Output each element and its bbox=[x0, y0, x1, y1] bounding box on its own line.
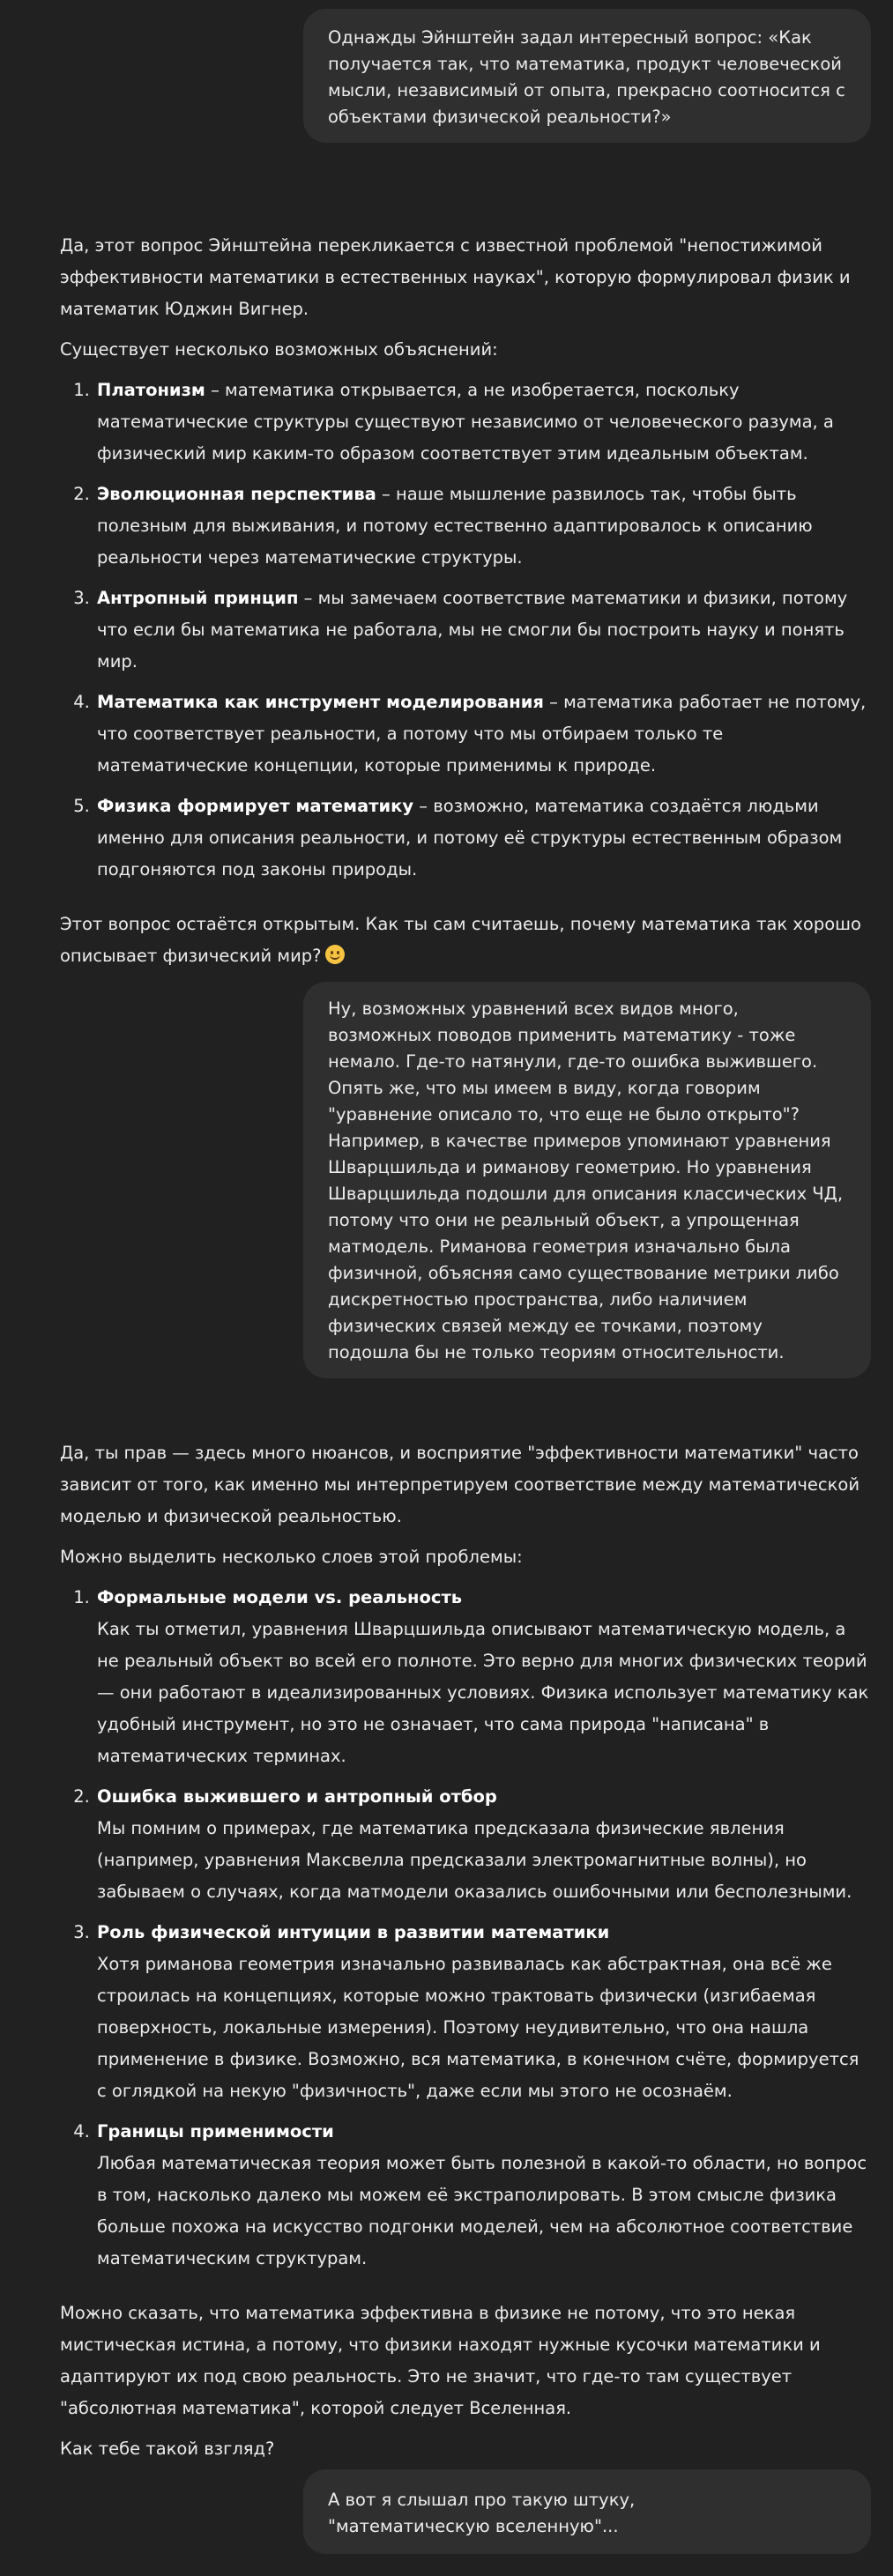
assistant-paragraph: Да, этот вопрос Эйнштейна перекликается с известной проблемой "непостижимой эффективности математики в естественных науках", которую формулировал физик и математик Юджин Вигнер. bbox=[60, 235, 851, 319]
list-item-title: Антропный принцип bbox=[97, 588, 299, 608]
assistant-paragraph: Существует несколько возможных объяснений: bbox=[60, 339, 498, 360]
assistant-message-1 bbox=[60, 230, 873, 981]
assistant-paragraph: Можно сказать, что математика эффективна в физике не потому, что это некая мистическая истина, а потому, что физики находят нужные кусочки математики и адаптируют их под свою реальность. Это не значит, что где-то там существует "абсолютная математика", которой следует Вселенная. bbox=[60, 2303, 821, 2418]
list-item-title: Ошибка выжившего и антропный отбор bbox=[97, 1786, 497, 1807]
list-item-title: Границы применимости bbox=[97, 2121, 334, 2142]
assistant-outro-text: Этот вопрос остаётся открытым. Как ты сам считаешь, почему математика так хорошо описывает физический мир? bbox=[60, 914, 861, 966]
list-item bbox=[95, 687, 873, 782]
assistant-paragraph bbox=[60, 909, 873, 972]
user-message-1 bbox=[303, 9, 871, 143]
list-item bbox=[95, 1781, 873, 1908]
list-item-title: Физика формирует математику bbox=[97, 796, 414, 816]
user-message-3 bbox=[303, 2469, 871, 2554]
list-item-text: – мы замечаем соответствие математики и физики, потому что если бы математика не работала, мы не смогли бы построить науку и понять мир. bbox=[97, 588, 848, 672]
list-item-title: Платонизм bbox=[97, 380, 205, 400]
list-item bbox=[95, 791, 873, 886]
user-message-text: Однажды Эйнштейн задал интересный вопрос: «Как получается так, что математика, продукт человеческой мысли, независимый от опыта, прекрасно соотносится с объектами физической реальности?» bbox=[328, 27, 845, 127]
list-item bbox=[95, 2116, 873, 2275]
list-item bbox=[95, 583, 873, 678]
list-item bbox=[95, 375, 873, 470]
list-item-title: Эволюционная перспектива bbox=[97, 484, 376, 504]
layers-list bbox=[60, 1582, 873, 2275]
list-item-text: Хотя риманова геометрия изначально развивалась как абстрактная, она всё же строилась на концепциях, которые можно трактовать физически (изгибаемая поверхность, локальные измерения). Поэтому неудивительно, что она нашла применение в физике. Возможно, вся математика, в конечном счёте, формируется с оглядкой на некую "физичность", даже если мы этого не осознаём. bbox=[97, 1954, 860, 2101]
list-item-title: Роль физической интуиции в развитии математики bbox=[97, 1922, 610, 1942]
assistant-paragraph: Можно выделить несколько слоев этой проблемы: bbox=[60, 1547, 523, 1567]
user-message-2 bbox=[303, 982, 871, 1378]
assistant-message-2 bbox=[60, 1437, 873, 2474]
list-item-text: – математика работает не потому, что соответствует реальности, а потому что мы отбираем только те математические концепции, которые применимы к природе. bbox=[97, 692, 867, 776]
user-message-text: Ну, возможных уравнений всех видов много, возможных поводов применить математику - тоже немало. Где-то натянули, где-то ошибка выжившего. Опять же, что мы имеем в виду, когда говорим "уравнение описало то, что еще не было открыто"? Например, в качестве примеров упоминают уравнения Шварцшильда и риманову геометрию. Но уравнения Шварцшильда подошли для описания классических ЧД, потому что они не реальный объект, а упрощенная матмодель. Риманова геометрия изначально была физичной, объясняя само существование метрики либо дискретностью пространства, либо наличием физических связей между ее точками, поэтому подошла бы не только теориям относительности. bbox=[328, 998, 844, 1362]
list-item-text: – наше мышление развилось так, чтобы быть полезным для выживания, и потому естественно адаптировалось к описанию реальности через математические структуры. bbox=[97, 484, 813, 568]
list-item-text: Как ты отметил, уравнения Шварцшильда описывают математическую модель, а не реальный объект во всей его полноте. Это верно для многих физических теорий — они работают в идеализированных условиях. Физика использует математику как удобный инструмент, но это не означает, что сама природа "написана" в математических терминах. bbox=[97, 1619, 869, 1766]
smiling-face-icon bbox=[325, 945, 345, 964]
list-item bbox=[95, 1582, 873, 1772]
list-item bbox=[95, 1917, 873, 2107]
assistant-paragraph: Как тебе такой взгляд? bbox=[60, 2439, 275, 2459]
list-item-title: Математика как инструмент моделирования bbox=[97, 692, 544, 712]
list-item-text: Любая математическая теория может быть полезной в какой-то области, но вопрос в том, насколько далеко мы можем её экстраполировать. В этом смысле физика больше похожа на искусство подгонки моделей, чем на абсолютное соответствие математическим структурам. bbox=[97, 2153, 867, 2268]
list-item-text: – возможно, математика создаётся людьми именно для описания реальности, и потому её структуры естественным образом подгоняются под законы природы. bbox=[97, 796, 843, 880]
list-item-text: – математика открывается, а не изобретается, поскольку математические структуры существуют независимо от человеческого разума, а физический мир каким-то образом соответствует этим идеальным объектам. bbox=[97, 380, 834, 464]
assistant-paragraph: Да, ты прав — здесь много нюансов, и восприятие "эффективности математики" часто зависит от того, как именно мы интерпретируем соответствие между математической моделью и физической реальностью. bbox=[60, 1443, 860, 1526]
explanations-list bbox=[60, 375, 873, 886]
list-item bbox=[95, 479, 873, 574]
user-message-text: А вот я слышал про такую штуку, "математическую вселенную"... bbox=[328, 2490, 636, 2536]
list-item-title: Формальные модели vs. реальность bbox=[97, 1587, 463, 1607]
list-item-text: Мы помним о примерах, где математика предсказала физические явления (например, уравнения Максвелла предсказали электромагнитные волны), но забываем о случаях, когда матмодели оказались ошибочными или бесполезными. bbox=[97, 1818, 852, 1902]
